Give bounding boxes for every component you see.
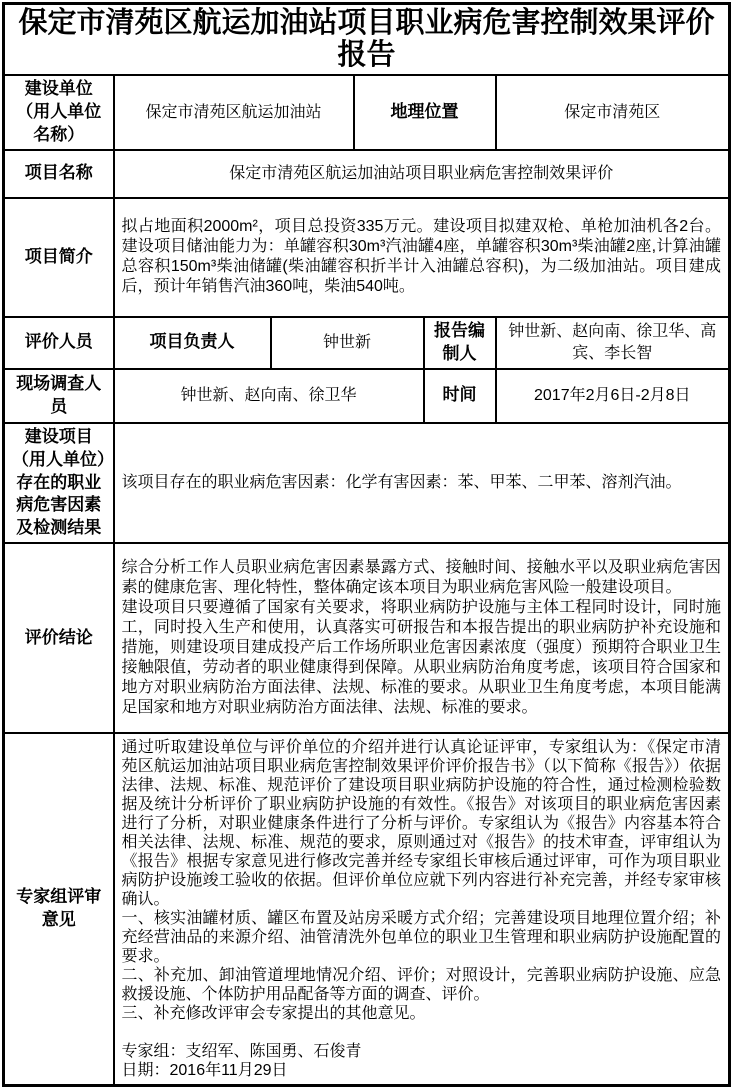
construction-unit-label: 建设单位（用人单位名称）	[4, 75, 114, 150]
survey-staff-label: 现场调查人员	[4, 369, 114, 423]
construction-unit-row	[4, 75, 730, 150]
time-label: 时间	[424, 369, 496, 423]
hazards-label: 建设项目（用人单位）存在的职业病危害因素及检测结果	[4, 423, 114, 544]
evaluators-label: 评价人员	[4, 317, 114, 369]
title-row	[4, 4, 730, 75]
expert-review-text	[114, 733, 730, 1086]
report-writer-names: 钟世新、赵向南、徐卫华、高宾、李长智	[496, 317, 730, 369]
evaluators-row	[4, 317, 730, 369]
geo-location-label: 地理位置	[354, 75, 496, 150]
hazards-row	[4, 423, 730, 544]
conclusion-paragraph-1: 综合分析工作人员职业病危害因素暴露方式、接触时间、接触水平以及职业病危害因素的健康危害、理化特性，整体确定该本项目为职业病危害风险一般建设项目。	[121, 559, 722, 597]
project-intro-label: 项目简介	[4, 198, 114, 317]
project-name-row	[4, 150, 730, 198]
project-name-value: 保定市清苑区航运加油站项目职业病危害控制效果评价	[114, 150, 730, 198]
expert-review-paragraph-4: 三、补充修改评审会专家提出的其他意见。	[121, 1005, 426, 1023]
report-writer-label: 报告编制人	[424, 317, 496, 369]
expert-review-paragraph-2: 一、核实油罐材质、罐区布置及站房采暖方式介绍；完善建设项目地理位置介绍；补充经营油品的来源介绍、油管清洗外包单位的职业卫生管理和职业病防护设施配置的要求。	[121, 910, 722, 966]
project-intro-row	[4, 198, 730, 317]
survey-row	[4, 369, 730, 423]
expert-group-signature: 专家组：支绍军、陈国勇、石俊青	[121, 1043, 362, 1061]
time-value: 2017年2月6日-2月8日	[496, 369, 730, 423]
conclusion-text	[114, 543, 730, 733]
project-leader-name: 钟世新	[271, 317, 424, 369]
survey-staff-names: 钟世新、赵向南、徐卫华	[114, 369, 424, 423]
report-title: 保定市清苑区航运加油站项目职业病危害控制效果评价报告	[4, 4, 730, 75]
report-table	[2, 2, 731, 1087]
review-date: 日期：2016年11月29日	[121, 1062, 288, 1080]
expert-review-row	[4, 733, 730, 1086]
project-leader-label: 项目负责人	[114, 317, 271, 369]
expert-review-label: 专家组评审意见	[4, 733, 114, 1086]
expert-review-paragraph-1: 通过听取建设单位与评价单位的介绍并进行认真论证评审，专家组认为：《保定市清苑区航运加油站项目职业病危害控制效果评价评价报告书》（以下简称《报告》）依据法律、法规、标准、规范评价了建设项目职业病防护设施的符合性，通过检测检验数据及统计分析评价了职业病防护设施的有效性。《报告》对该项目的职业病危害因素进行了分析，对职业健康条件进行了分析与评价。专家组认为《报告》内容基本符合相关法律、法规、标准、规范的要求，原则通过对《报告》的技术审查，评审组认为《报告》根据专家意见进行修改完善并经专家组长审核后通过评审，可作为项目职业病防护设施竣工验收的依据。但评价单位应就下列内容进行补充完善，并经专家审核确认。	[121, 739, 722, 909]
geo-location-value: 保定市清苑区	[496, 75, 730, 150]
construction-unit-value: 保定市清苑区航运加油站	[114, 75, 354, 150]
conclusion-label: 评价结论	[4, 543, 114, 733]
hazards-text: 该项目存在的职业病危害因素：化学有害因素：苯、甲苯、二甲苯、溶剂汽油。	[114, 423, 730, 544]
conclusion-paragraph-2: 建设项目只要遵循了国家有关要求，将职业病防护设施与主体工程同时设计，同时施工，同时投入生产和使用，认真落实可研报告和本报告提出的职业病防护补充设施和措施，则建设项目建成投产后工作场所职业危害因素浓度（强度）预期符合职业卫生接触限值，劳动者的职业健康得到保障。从职业病防治角度考虑，该项目符合国家和地方对职业病防治方面法律、法规、标准的要求。从职业卫生角度考虑，本项目能满足国家和地方对职业病防治方面法律、法规、标准的要求。	[121, 599, 722, 717]
project-name-label: 项目名称	[4, 150, 114, 198]
project-intro-text: 拟占地面积2000m²，项目总投资335万元。建设项目拟建双枪、单枪加油机各2台。建设项目储油能力为：单罐容积30m³汽油罐4座，单罐容积30m³柴油罐2座,计算油罐总容积150m³柴油储罐(柴油罐容积折半计入油罐总容积)，为二级加油站。项目建成后，预计年销售汽油360吨，柴油540吨。	[114, 198, 730, 317]
expert-review-paragraph-3: 二、补充加、卸油管道埋地情况介绍、评价；对照设计，完善职业病防护设施、应急救援设施、个体防护用品配备等方面的调查、评价。	[121, 967, 722, 1004]
conclusion-row	[4, 543, 730, 733]
